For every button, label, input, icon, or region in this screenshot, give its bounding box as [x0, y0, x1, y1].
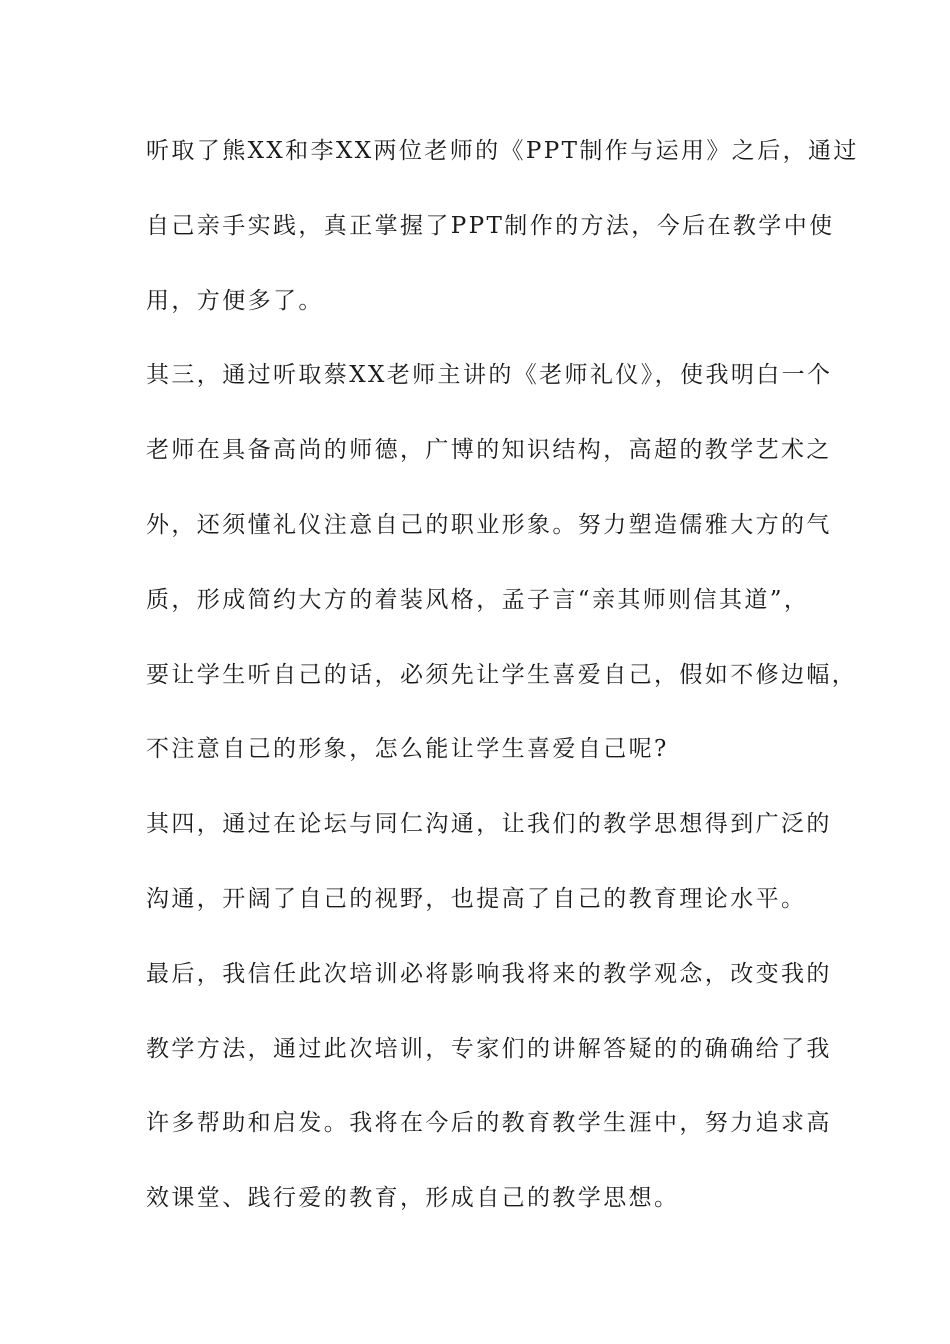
- text-line: 听取了熊XX和李XX两位老师的《PPT制作与运用》之后，通过: [146, 138, 859, 164]
- text-line: 其四，通过在论坛与同仁沟通，让我们的教学思想得到广泛的: [146, 811, 832, 837]
- text-line: 沟通，开阔了自己的视野，也提高了自己的教育理论水平。: [146, 886, 807, 912]
- text-line: 效课堂、践行爱的教育，形成自己的教学思想。: [146, 1185, 680, 1211]
- text-line: 老师在具备高尚的师德，广博的知识结构，高超的教学艺术之: [146, 437, 832, 463]
- text-line: 自己亲手实践，真正掌握了PPT制作的方法，今后在教学中使: [146, 213, 835, 239]
- text-line: 要让学生听自己的话，必须先让学生喜爱自己，假如不修边幅，: [146, 662, 858, 688]
- text-line: 其三，通过听取蔡XX老师主讲的《老师礼仪》，使我明白一个: [146, 362, 833, 388]
- text-line: 外，还须懂礼仪注意自己的职业形象。努力塑造儒雅大方的气: [146, 512, 832, 538]
- text-line: 许多帮助和启发。我将在今后的教育教学生涯中，努力追求高: [146, 1110, 832, 1136]
- text-line: 不注意自己的形象，怎么能让学生喜爱自己呢?: [146, 736, 669, 762]
- text-line: 用，方便多了。: [146, 288, 324, 314]
- text-line: 教学方法，通过此次培训，专家们的讲解答疑的的确确给了我: [146, 1036, 832, 1062]
- text-line: 最后，我信任此次培训必将影响我将来的教学观念，改变我的: [146, 961, 832, 987]
- text-line: 质，形成简约大方的着装风格，孟子言“亲其师则信其道”，: [146, 587, 810, 613]
